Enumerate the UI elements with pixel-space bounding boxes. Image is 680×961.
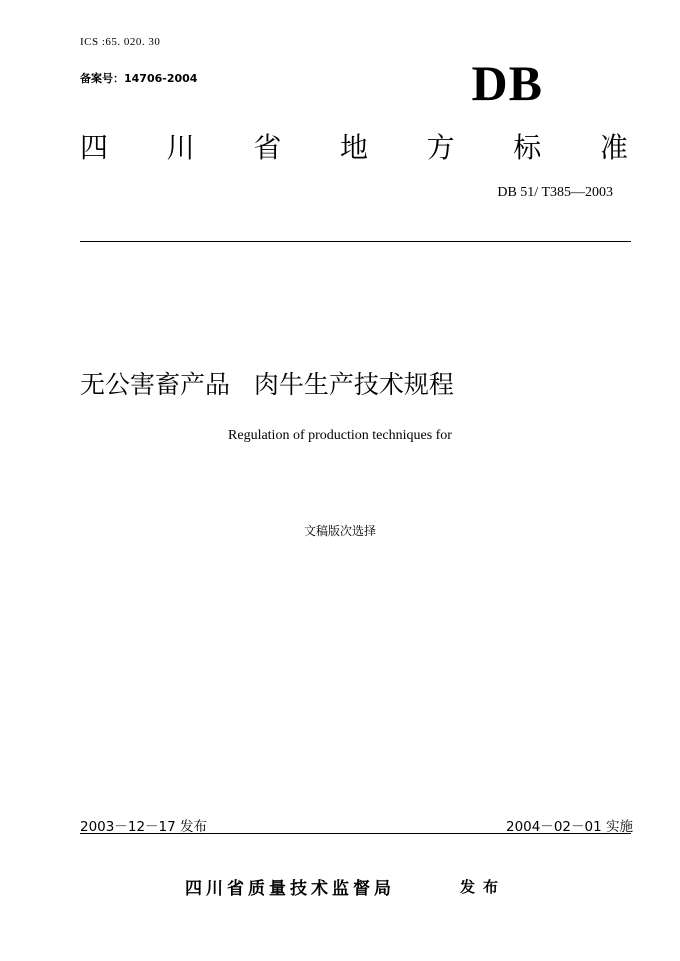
footer-divider [80,833,631,834]
ics-code: ICS :65. 020. 30 [80,36,161,48]
implementation-date: 2004－02－01 实施 [505,819,633,835]
issue-date: 2003－12－17 发布 [80,819,208,835]
header-divider [80,241,631,242]
document-title-en: Regulation of production techniques for [228,428,452,443]
title-char: 地 [339,131,368,164]
title-char: 方 [426,131,455,164]
title-char: 标 [513,131,542,164]
title-char: 省 [253,131,282,164]
title-char: 四 [80,131,109,164]
standard-category-title [80,130,628,166]
standard-code: DB 51/ T385—2003 [497,185,613,200]
publish-label: 发布 [460,878,507,896]
record-number: 备案号：14706-2004 [80,72,198,85]
title-char: 川 [166,131,195,164]
issuing-authority: 四川省质量技术监督局 [185,879,395,899]
title-char: 准 [599,131,628,164]
db-logo: DB [471,55,543,111]
document-title-cn: 无公害畜产品 肉牛生产技术规程 [80,370,454,399]
draft-version-label: 文稿版次选择 [303,524,376,538]
